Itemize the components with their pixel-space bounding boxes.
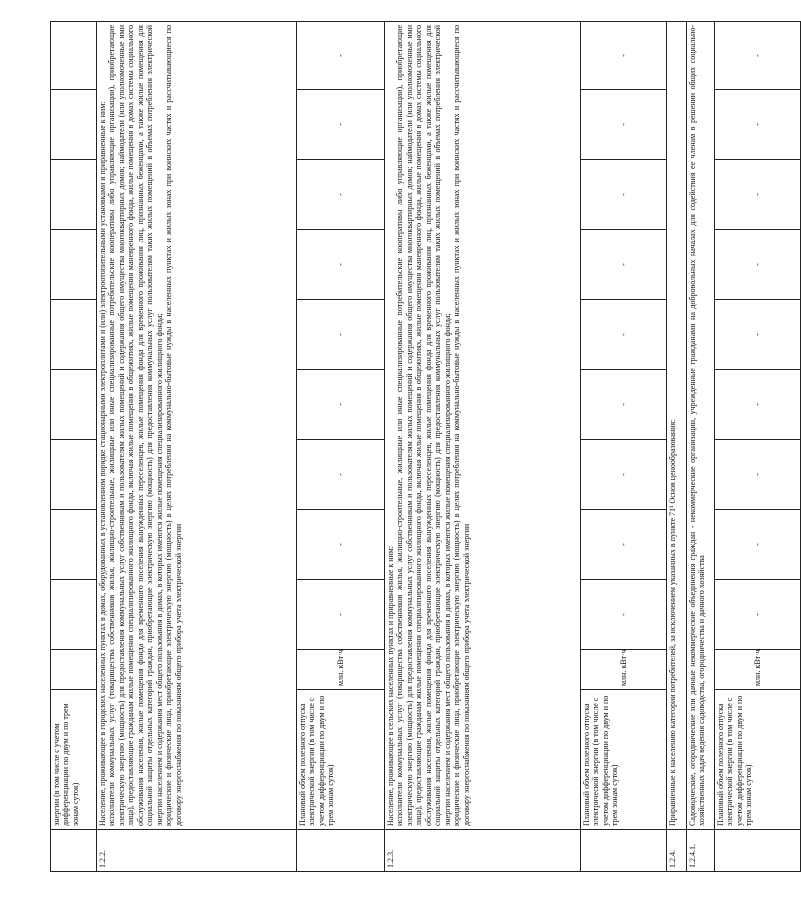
indicator-cell: энергии (в том числе с учетом дифференциации по двум и по трем зонам суток) (51, 690, 97, 830)
value-cell: - (297, 370, 385, 440)
table-row (687, 22, 715, 872)
value-cell: - (581, 22, 667, 90)
value-cell: - (715, 160, 801, 230)
value-cell: - (581, 90, 667, 160)
row-number: 1.2.4. (667, 830, 687, 872)
value-cell: - (715, 510, 801, 580)
table-row (385, 22, 581, 872)
value-cell: - (297, 230, 385, 300)
unit-cell (51, 650, 97, 690)
indicator-cell: Плановый объем полезного отпуска электрической энергии (в том числе с учетом дифференциации по двум и по трем зонам суток) (297, 690, 385, 830)
unit-cell: млн. кВт·ч (297, 650, 385, 690)
table-row (51, 22, 97, 872)
tariff-table (50, 21, 801, 872)
value-cell: - (297, 22, 385, 90)
section-description: Садоводческие, огороднические или дачные некоммерческие объединения граждан - некоммерческие организации, учрежденные гражданами на добровольных началах для содействия ее членам в решении общих социально-хозяйственных задач ведения садоводства, огородничества и дачного хозяйства (687, 22, 715, 830)
value-cell: - (715, 90, 801, 160)
unit-cell: млн. кВт·ч (581, 650, 667, 690)
value-cell: - (715, 580, 801, 650)
table-row (667, 22, 687, 872)
value-cell: - (581, 510, 667, 580)
section-description: Приравненные к населению категории потребителей, за исключением указанных в пункте 71¹ Основ ценообразования: (667, 22, 687, 830)
value-cell: - (581, 160, 667, 230)
value-cell: - (297, 300, 385, 370)
table-row (297, 22, 385, 872)
unit-cell: млн. кВт·ч (715, 650, 801, 690)
value-cell: - (581, 440, 667, 510)
value-cell: - (297, 90, 385, 160)
value-cell: - (581, 230, 667, 300)
value-cell: - (297, 440, 385, 510)
table-row (97, 22, 297, 872)
value-cell: - (715, 300, 801, 370)
row-number: 1.2.3. (385, 830, 581, 872)
row-number (51, 830, 97, 872)
value-cell: - (581, 300, 667, 370)
indicator-cell: Плановый объем полезного отпуска электрической энергии (в том числе с учетом дифференциации по двум и по трем зонам суток) (715, 690, 801, 830)
value-cell: - (715, 370, 801, 440)
value-cell: - (581, 370, 667, 440)
value-cell: - (297, 510, 385, 580)
value-cell: - (297, 160, 385, 230)
rotated-table-container (50, 22, 762, 872)
value-cell: - (715, 230, 801, 300)
value-cell: - (297, 580, 385, 650)
value-cell: - (715, 22, 801, 90)
value-cell: - (715, 440, 801, 510)
section-description: Население, проживающее в сельских населенных пунктах и приравненные к ним: исполнители коммунальных услуг (товарищества собственников жилья, жилищно-строительные, жилищные или иные специализированные потребительские кооперативы либо управляющие организации), приобретающие электрическую энергию (мощность) для предоставления коммунальных услуг собственникам и пользователям жилых помещений и содержания общего имущества многоквартирных домов; наймодатели (или уполномоченные ими лица), предоставляющие гражданам жилые помещения специализированного жилищного фонда, включая жилые помещения в общежитиях, жилые помещения маневренного фонда, жилые помещения в домах системы социального обслуживания населения, жилые помещения фонда для временного поселения вынужденных переселенцев, жилые помещения фонда для временного проживания лиц, признанных беженцами, а также жилые помещения для социальной защиты отдельных категорий граждан, приобретающие электрическую энергию (мощность) для предоставления коммунальных услуг пользователям таких жилых помещений в объемах потребления электрической энергии населением и содержания мест общего пользования в домах, в которых имеются жилые помещения специализированного жилищного фонда; юридические и физические лица, приобретающие электрическую энергию (мощность) в целях потребления на коммунально-бытовые нужды в населенных пунктах и жилых зонах при воинских частях и рассчитывающиеся по договору энергоснабжения по показаниям общего прибора учета электрической энергии (385, 22, 581, 830)
indicator-cell: Плановый объем полезного отпуска электрической энергии (в том числе с учетом дифференциации по двум и по трем зонам суток) (581, 690, 667, 830)
row-number (581, 830, 667, 872)
value-cell: - (581, 580, 667, 650)
row-number (715, 830, 801, 872)
row-number: 1.2.2. (97, 830, 297, 872)
section-description: Население, проживающее в городских населенных пунктах в домах, оборудованных в установленном порядке стационарными электроплитами и (или) электроотопительными установками и приравненные к ним: исполнители коммунальных услуг (товарищества собственников жилья, жилищно-строительные, жилищные или иные специализированные потребительские кооперативы либо управляющие организации), приобретающие электрическую энергию (мощность) для предоставления коммунальных услуг собственникам и пользователям жилых помещений и содержания общего имущества многоквартирных домов; наймодатели (или уполномоченные ими лица), предоставляющие гражданам жилые помещения специализированного жилищного фонда, включая жилые помещения в общежитиях, жилые помещения маневренного фонда, жилые помещения в домах системы социального обслуживания населения, жилые помещения фонда для временного поселения вынужденных переселенцев, жилые помещения фонда для временного проживания лиц, признанных беженцами, а также жилые помещения для социальной защиты отдельных категорий граждан, приобретающие электрическую энергию (мощность) для предоставления коммунальных услуг пользователям таких жилых помещений в объемах потребления электрической энергии населением и содержания мест общего пользования в домах, в которых имеются жилые помещения специализированного жилищного фонда; юридические и физические лица, приобретающие электрическую энергию (мощность) в целях потребления на коммунально-бытовые нужды в населенных пунктах и жилых зонах при воинских частях и рассчитывающиеся по договору энергоснабжения по показаниям общего прибора учета электрической энергии (97, 22, 297, 830)
table-row (581, 22, 667, 872)
row-number: 1.2.4.1. (687, 830, 715, 872)
table-row (715, 22, 801, 872)
row-number (297, 830, 385, 872)
